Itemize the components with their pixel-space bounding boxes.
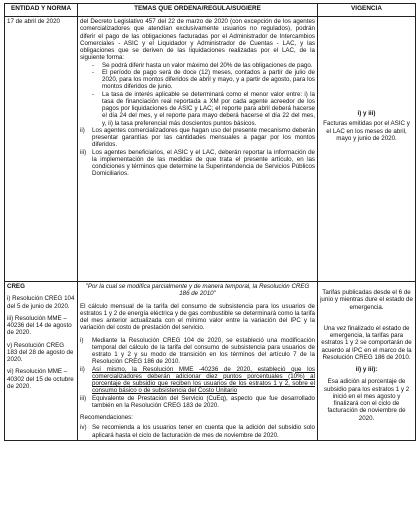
dash-marker: - bbox=[92, 90, 95, 98]
item-marker: iii) bbox=[80, 394, 87, 402]
table-header-row bbox=[5, 4, 416, 17]
list-item bbox=[80, 127, 315, 149]
row2-topics-cell bbox=[78, 282, 318, 441]
row2-item-iii: Equivalente de Prestación del Servicio (CuEq), aspecto que fue desarrollado también en la Resolución CREG 183 de 2020. bbox=[92, 394, 315, 409]
row1-topics-cell bbox=[78, 17, 318, 282]
row1-bullet-1: Se podrá diferir hasta un valor máximo del 20% de las obligaciones de pago. bbox=[102, 61, 313, 69]
item-marker: iv) bbox=[80, 424, 87, 432]
row2-calc: El cálculo mensual de la tarifa del consumo de subsistencia para los usuarios de estratos 1 y 2 de energía eléctrica y de gas combustible se determinará como la tarifa del mes anterior actualizada con el mínimo valor entre la variación del IPC y la variación del costo de prestación del servicio. bbox=[80, 302, 315, 332]
item-marker: iii) bbox=[80, 148, 87, 156]
row1-validity-marker: i) y iii) bbox=[357, 110, 376, 117]
row1-bullet-2: El período de pago será de doce (12) meses, contados a partir de julio de 2020, para los montos diferidos de abril y mayo, y a partir de agosto, para los montos diferidos de junio. bbox=[102, 68, 315, 91]
row2-quote: "Por la cual se modifica parcialmente y de manera temporal, la Resolución CREG 186 de 2010" bbox=[85, 283, 310, 298]
row2-entity-title: CREG bbox=[7, 283, 25, 290]
row1-bullet-3: La tasa de interés aplicable se determinará como el menor valor entre: i) la tasa de financiación real reportada a XM por cada agente acreedor de los pagos por liquidaciones de ASIC y LAC; el reporte para abril deberá hacerse el día 24 del mes, y el reporte para mayo deberá hacerse el día 22 del mes, y, ii) la tasa preferencial más doscientos puntos básicos. bbox=[102, 90, 315, 127]
table-row bbox=[5, 17, 416, 282]
row2-entity-cell bbox=[5, 282, 78, 441]
row2-item-i: Mediante la Resolución CREG 104 de 2020, se estableció una modificación temporal del cálculo de la tarifa del consumo de subsistencia para usuarios de estrato 1 y 2 y su modo de transición en los términos del artículo 7 de la Resolución CREG 186 de 2010. bbox=[92, 336, 315, 366]
row2-validity-second: Una vez finalizado el estado de emergencia, la tarifas para estratos 1 y 2 se comportarán de acuerdo al IPC en el marco de la Resolución CREG 186 de 2010. bbox=[321, 324, 412, 361]
list-item bbox=[80, 69, 315, 91]
list-item bbox=[80, 424, 315, 439]
header-entity: ENTIDAD Y NORMA bbox=[5, 4, 78, 17]
row2-rec-item: Se recomienda a los usuarios tener en cuenta que la adición del subsidio solo aplicará hasta el ciclo de facturación de mes de noviembre de 2020. bbox=[92, 424, 315, 439]
recommendations-label: Recomendaciones: bbox=[80, 414, 133, 421]
row2-entity-item-2: iii) Resolución MME – 40236 del 14 de agosto de 2020. bbox=[7, 314, 72, 337]
row1-validity-text: Facturas emitidas por el ASIC y el LAC en los meses de abril, mayo y junio de 2020. bbox=[323, 120, 410, 142]
header-topics: TEMAS QUE ORDENA/REGULA/SUGIERE bbox=[78, 4, 318, 17]
list-item bbox=[80, 91, 315, 127]
row2-entity-item-4: vi) Resolución MME – 40302 del 15 de octubre de 2020. bbox=[7, 368, 74, 390]
row1-intro: del Decreto Legislativo 457 del 22 de marzo de 2020 (con excepción de los agentes comercializadores que atendían exclusivamente usuarios no regulados), podrán diferir el pago de las obligaciones facturadas por el Administrador de Intercambios Comerciales - ASIC y el Liquidador y Administrador de Cuentas - LAC, y las obligaciones que se deriven de las liquidaciones realizadas por el LAC, de la siguiente forma: bbox=[80, 18, 315, 62]
row1-entity-cell bbox=[5, 17, 78, 282]
item-marker: ii) bbox=[80, 365, 85, 373]
dash-marker: - bbox=[92, 68, 95, 76]
regulation-table bbox=[4, 3, 416, 441]
row2-validity-third: Esa adición al porcentaje de subsidio para los estratos 1 y 2 inició en el mes agosto y finalizará con el ciclo de facturación de noviembre de 2020. bbox=[323, 378, 410, 422]
list-item bbox=[80, 62, 315, 69]
list-item bbox=[80, 395, 315, 410]
row2-validity-first: Tarifas publicadas desde el 6 de junio y mientras dure el estado de emergencia. bbox=[320, 289, 413, 311]
item-marker: ii) bbox=[80, 126, 85, 134]
table-row bbox=[5, 282, 416, 441]
row1-validity-cell bbox=[318, 17, 416, 282]
row1-entity: 17 de abril de 2020 bbox=[7, 18, 60, 25]
row2-item-ii: Así mismo, la Resolución MME -40236 de 2020, estableció que los comercializadores deberán adicionar diez puntos porcentuales (10%) al porcentaje de subsidio que reciben los usuarios de los estratos 1 y 2, sobre el consumo básico o de subsistencia del Costo Unitario bbox=[92, 365, 315, 395]
list-item bbox=[80, 366, 315, 395]
item-marker: i) bbox=[80, 336, 84, 344]
header-validity: VIGENCIA bbox=[318, 4, 416, 17]
list-item bbox=[80, 337, 315, 366]
row2-validity-cell bbox=[318, 282, 416, 441]
row2-entity-item-1: i) Resolución CREG 104 del 5 de junio de 2020. bbox=[7, 295, 75, 310]
list-item bbox=[80, 149, 315, 178]
row2-validity-marker: ii) y iii): bbox=[355, 366, 378, 373]
row2-entity-item-3: v) Resolución CREG 183 del 28 de agosto de 2020. bbox=[7, 341, 74, 363]
row1-item-iii: Los agentes beneficiarios, el ASIC y el LAC, deberán reportar la información de la implementación de las medidas de que trata el presente artículo, en las condiciones y términos que determine la Superintendencia de Servicios Públicos Domiciliarios. bbox=[92, 148, 315, 178]
dash-marker: - bbox=[92, 61, 95, 69]
row1-item-ii: Los agentes comercializadores que hagan uso del presente mecanismo deberán presentar garantías por las cantidades mensuales a pagar por los montos diferidos. bbox=[92, 126, 315, 149]
